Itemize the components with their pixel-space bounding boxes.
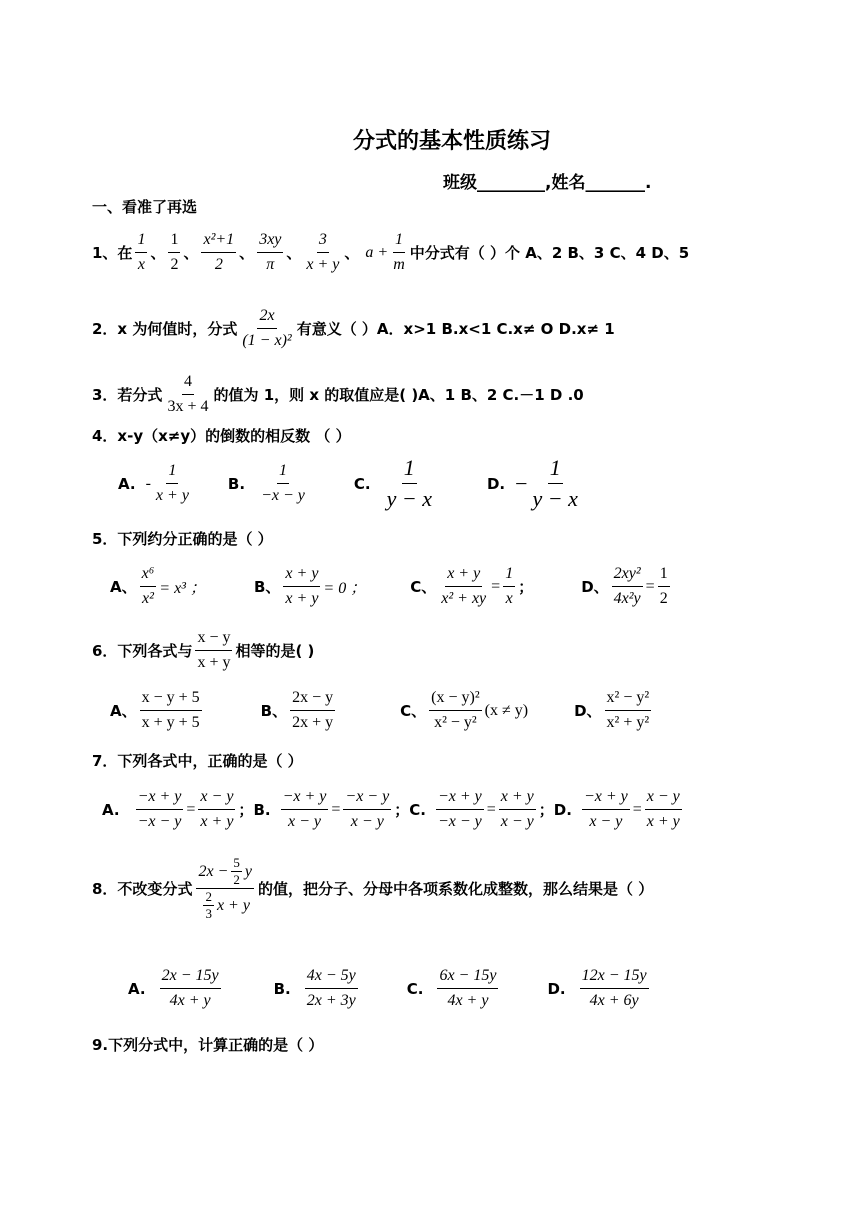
question-2: 2．x 为何值时，分式 $\frac{2x}{\text{(1 − x)²}}$ 有意义（ ）A．x>1 B.x<1 C.x≠ O D.x≠ 1 bbox=[92, 304, 615, 353]
question-6-options: A、 $\frac{x - y + 5}{x + y + 5}$ B、 $\frac{2x - y}{2x + y}$ C、 $\frac{\text{(x − y)²}}{\text{x² − y²}}$ (x ≠ y) D、 $\frac{\text{x² − y²}}{\text{x² + y²}}$ bbox=[110, 686, 654, 735]
question-7-options: A. $\frac{-x + y}{-x - y}$ = $\frac{x - y}{x + y}$ ； B. $\frac{-x + y}{x - y}$ = $\frac{-x - y}{x - y}$ ； C. $\frac{-x + y}{-x - y}$ = $\frac{x + y}{x - y}$ ； D. $\frac{-x + y}{x - y}$ = $\frac{x - y}{x + y}$ bbox=[102, 785, 685, 834]
question-4-options: A. - $\frac{1}{x + y}$ B. $\frac{1}{-x - y}$ C. $\frac{1}{y - x}$ D. − $\frac{1}{y - x}$ bbox=[118, 455, 578, 511]
question-8-options: A. $\frac{2x - 15y}{4x + y}$ B. $\frac{4x - 5y}{2x + 3y}$ C. $\frac{6x - 15y}{4x + y}$ D. $\frac{12x - 15y}{4x + 6y}$ bbox=[128, 964, 652, 1013]
question-7: 7．下列各式中，正确的是（ ） bbox=[92, 752, 303, 770]
page-title: 分式的基本性质练习 bbox=[353, 129, 552, 154]
question-5-options: A、 $\frac{\text{x⁶}}{\text{x²}}$ = x³ ； B、 $\frac{x + y}{x + y}$ = 0 ； C、 $\frac{x + y}{\text{x² + xy}}$ = $\frac{1}{x}$ ； D、 $\frac{\text{2xy²}}{\text{4x²y}}$ = $\frac{1}{2}$ bbox=[110, 562, 673, 611]
section-heading: 一、看准了再选 bbox=[92, 198, 198, 216]
question-9: 9.下列分式中，计算正确的是（ ） bbox=[92, 1036, 324, 1054]
question-3: 3．若分式 $\frac{4}{3x + 4}$ 的值为 1，则 x 的取值应是( )A、1 B、2 C.－1 D .0 bbox=[92, 370, 584, 419]
question-5: 5．下列约分正确的是（ ） bbox=[92, 530, 273, 548]
question-1: 1、在 $\frac{1}{x}$ 、 $\frac{1}{2}$ 、 $\frac{\text{x²+1}}{2}$ 、 $\frac{3xy}{\pi}$ 、 $\frac{3}{x + y}$ 、 a + $\frac{1}{m}$ 中分式有（ ）个 A、2 B、3 C、4 D、5 bbox=[92, 228, 689, 277]
class-name-line: 班级________,姓名_______. bbox=[443, 173, 652, 193]
question-6: 6．下列各式与 $\frac{x - y}{x + y}$ 相等的是( ) bbox=[92, 626, 314, 675]
compound-fraction: 2x − $\frac{5}{2}$ y $\frac{2}{3}$ x + y bbox=[198, 855, 252, 921]
question-8: 8．不改变分式 2x − $\frac{5}{2}$ y $\frac{2}{3}$ x + y 的值，把分子、分母中各项系数化成整数，那么结果是（ ） bbox=[92, 855, 654, 921]
question-4: 4．x-y（x≠y）的倒数的相反数 （ ） bbox=[92, 427, 351, 445]
